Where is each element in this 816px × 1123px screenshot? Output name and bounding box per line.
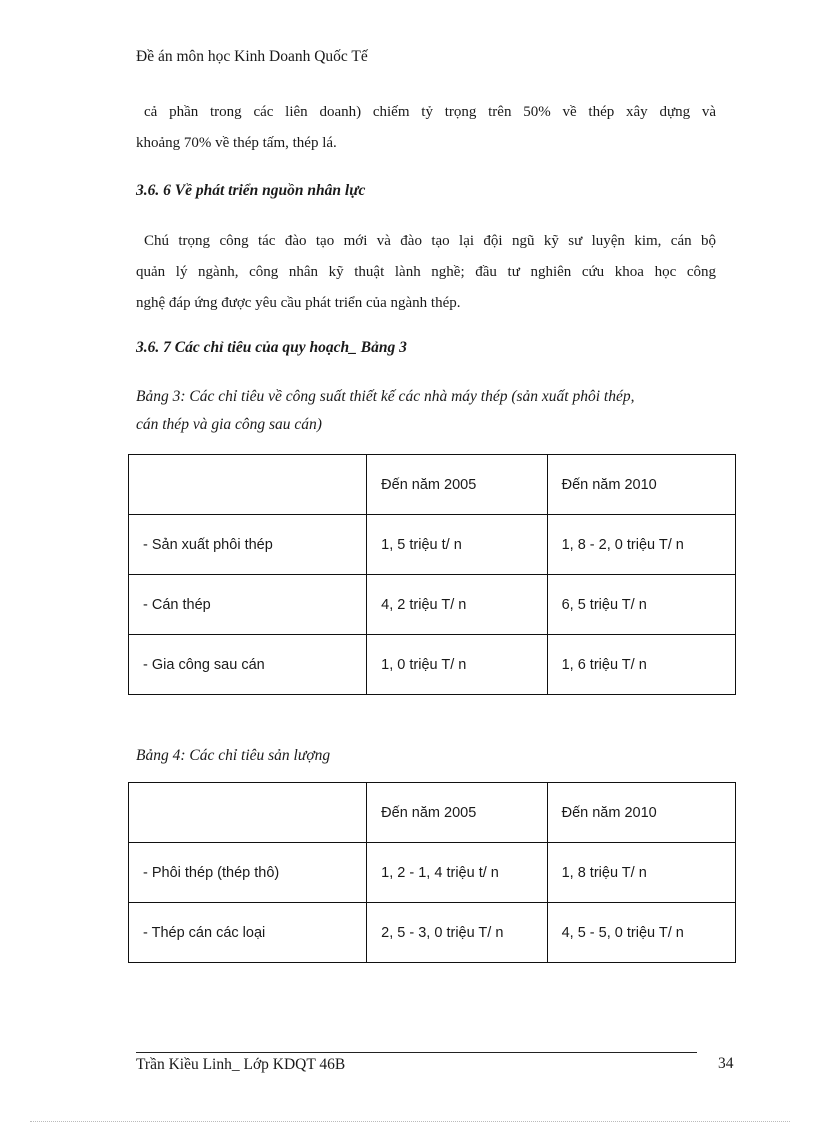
table4-caption: Bảng 4: Các chỉ tiêu sản lượng bbox=[136, 747, 331, 764]
table-cell: - Sản xuất phôi thép bbox=[129, 515, 367, 575]
table3-caption-line-1: Bảng 3: Các chỉ tiêu về công suất thiết kế các nhà máy thép (sản xuất phôi thép, bbox=[136, 388, 635, 405]
table-header-cell bbox=[129, 783, 367, 843]
hr-paragraph bbox=[136, 226, 716, 319]
page-bottom-border bbox=[30, 1121, 790, 1122]
table-cell: - Gia công sau cán bbox=[129, 635, 367, 695]
table-header-cell: Đến năm 2010 bbox=[547, 783, 735, 843]
table-header-cell bbox=[129, 455, 367, 515]
table-cell: - Phôi thép (thép thô) bbox=[129, 843, 367, 903]
table-cell: 6, 5 triệu T/ n bbox=[547, 575, 735, 635]
page-number: 34 bbox=[718, 1055, 734, 1072]
hr-line-1: Chú trọng công tác đào tạo mới và đào tạo lại đội ngũ kỹ sư luyện kim, cán bộ bbox=[144, 233, 716, 249]
intro-line-2: khoảng 70% về thép tấm, thép lá. bbox=[136, 135, 337, 151]
section-heading-3-6-6: 3.6. 6 Về phát triển nguồn nhân lực bbox=[136, 182, 366, 199]
page-header: Đề án môn học Kinh Doanh Quốc Tế bbox=[136, 48, 368, 65]
table-cell: 1, 6 triệu T/ n bbox=[547, 635, 735, 695]
table-cell: 4, 5 - 5, 0 triệu T/ n bbox=[547, 903, 735, 963]
table-cell: 2, 5 - 3, 0 triệu T/ n bbox=[367, 903, 547, 963]
table-cell: 1, 0 triệu T/ n bbox=[367, 635, 547, 695]
table-cell: 1, 2 - 1, 4 triệu t/ n bbox=[367, 843, 547, 903]
hr-line-2: quản lý ngành, công nhân kỹ thuật lành nghề; đầu tư nghiên cứu khoa học công bbox=[136, 264, 716, 280]
footer-author: Trần Kiều Linh_ Lớp KDQT 46B bbox=[136, 1056, 346, 1073]
table-row bbox=[129, 515, 736, 575]
table-header-row bbox=[129, 783, 736, 843]
table-cell: 4, 2 triệu T/ n bbox=[367, 575, 547, 635]
footer-divider bbox=[136, 1052, 697, 1053]
intro-line-1: cả phần trong các liên doanh) chiếm tỷ trọng trên 50% về thép xây dựng và bbox=[144, 104, 716, 120]
table-3 bbox=[128, 454, 736, 695]
table-cell: 1, 8 - 2, 0 triệu T/ n bbox=[547, 515, 735, 575]
table-row bbox=[129, 635, 736, 695]
section-heading-3-6-7: 3.6. 7 Các chỉ tiêu của quy hoạch_ Bảng 3 bbox=[136, 339, 407, 356]
intro-paragraph bbox=[136, 97, 716, 159]
table3-caption bbox=[136, 383, 726, 439]
table-header-cell: Đến năm 2005 bbox=[367, 783, 547, 843]
table-header-cell: Đến năm 2010 bbox=[547, 455, 735, 515]
table-header-row bbox=[129, 455, 736, 515]
table-cell: - Cán thép bbox=[129, 575, 367, 635]
table-row bbox=[129, 843, 736, 903]
hr-line-3: nghệ đáp ứng được yêu cầu phát triển của ngành thép. bbox=[136, 295, 461, 311]
table-row bbox=[129, 903, 736, 963]
table-4 bbox=[128, 782, 736, 963]
table3-caption-line-2: cán thép và gia công sau cán) bbox=[136, 416, 322, 433]
table-cell: 1, 5 triệu t/ n bbox=[367, 515, 547, 575]
table-cell: 1, 8 triệu T/ n bbox=[547, 843, 735, 903]
table-cell: - Thép cán các loại bbox=[129, 903, 367, 963]
table-header-cell: Đến năm 2005 bbox=[367, 455, 547, 515]
table-row bbox=[129, 575, 736, 635]
